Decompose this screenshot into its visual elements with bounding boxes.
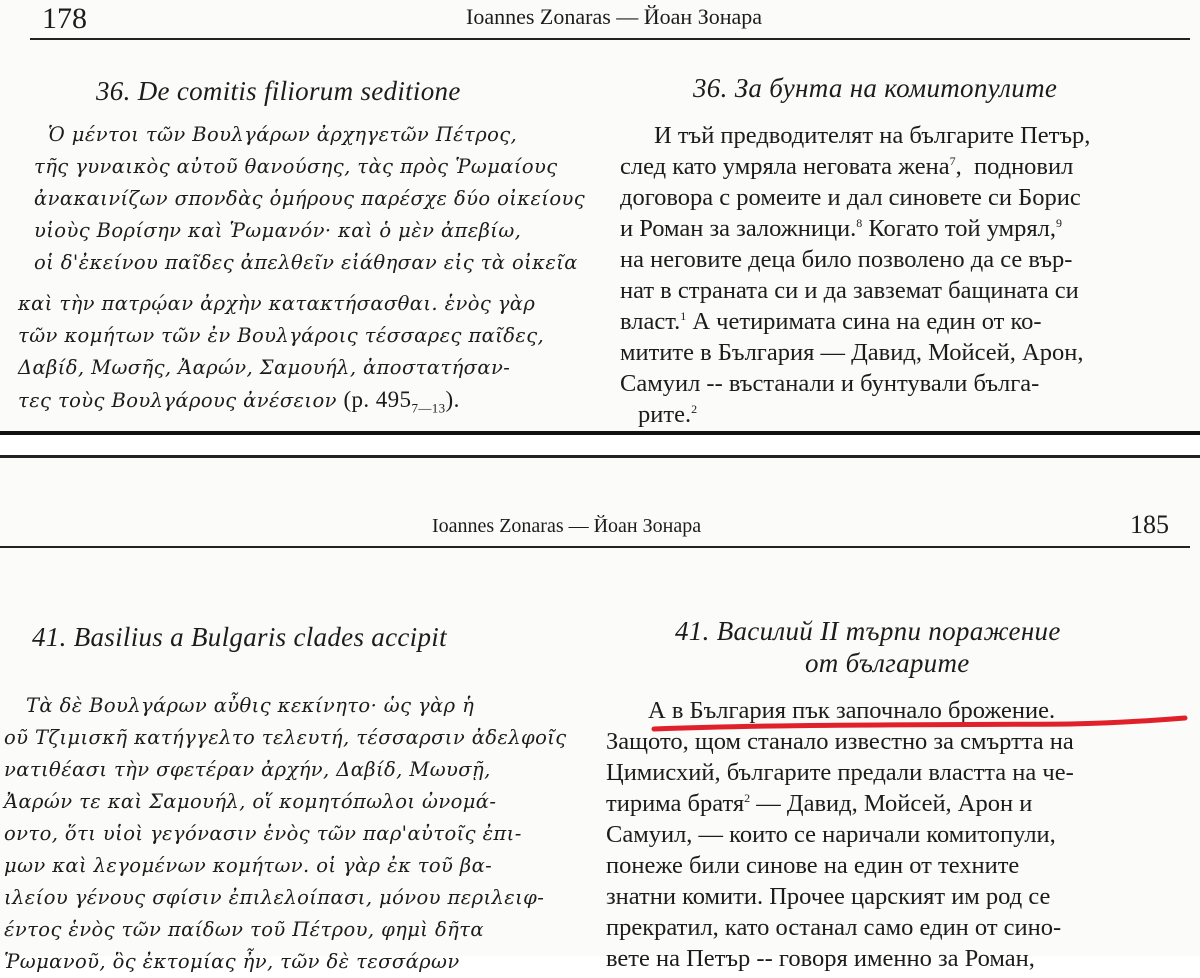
bulgarian-section-subtitle: от българите bbox=[805, 648, 970, 678]
greek-text-block bbox=[18, 288, 544, 416]
bottom-page bbox=[0, 455, 1200, 973]
greek-line: τῆς γυναικὸς αὐτοῦ θανούσης, τὰς πρὸς Ῥωμαίους bbox=[34, 155, 558, 178]
footnote-mark: 9 bbox=[1056, 215, 1063, 230]
bg-text: Когато той умрял, bbox=[868, 215, 1057, 242]
greek-line: μων καὶ λεγομένων κομήτων. οἱ γὰρ ἐκ τοῦ βα- bbox=[4, 854, 493, 877]
footnote-mark: 7 bbox=[949, 153, 956, 168]
bg-line bbox=[606, 757, 1074, 788]
footnote-mark: 2 bbox=[744, 790, 751, 805]
greek-line: υἱοὺς Βορίσην καὶ Ῥωμανόν· καὶ ὁ μὲν ἀπεβίω, bbox=[34, 219, 522, 242]
bg-text: нат в страната си и да завземат бащината си bbox=[620, 277, 1079, 304]
red-underline-annotation bbox=[640, 712, 1200, 742]
bg-text: власт. bbox=[620, 308, 681, 335]
bg-text: понеже били синове на един от техните bbox=[606, 852, 1020, 879]
bg-text: Цимисхий, българите предали властта на че- bbox=[606, 759, 1074, 786]
bg-text: Самуил -- въстанали и бунтували бълга- bbox=[620, 370, 1040, 397]
greek-line bbox=[18, 384, 544, 416]
bg-line bbox=[620, 368, 1090, 399]
bg-text: на неговите деца било позволено да се вър- bbox=[620, 246, 1073, 273]
bulgarian-section-title: 41. Василий II търпи поражение bbox=[675, 616, 1061, 646]
greek-line: οῦ Τζιμισκῆ κατήγγελτο τελευτή, τέσσαρσιν ἀδελφοῖς bbox=[4, 726, 567, 749]
bg-text: подновил bbox=[973, 153, 1074, 180]
bg-line bbox=[606, 881, 1074, 912]
bg-line bbox=[620, 337, 1090, 368]
bg-line: след като умряла неговата жена$^7$, подновил bbox=[620, 153, 1074, 180]
bg-text: рите. bbox=[638, 401, 692, 428]
footnote-mark: 8 bbox=[856, 215, 863, 230]
bg-text: договора с ромеите и дал синовете си Борис bbox=[620, 184, 1081, 211]
bg-text: митите в България — Давид, Мойсей, Арон, bbox=[620, 339, 1084, 366]
greek-line: νατιθέασι τὴν σφετέραν ἀρχήν, Δαβίδ, Μωυσῇ, bbox=[4, 758, 491, 781]
greek-line: Δαβίδ, Μωσῆς, Ἀαρών, Σαμουήλ, ἀποστατήσαν- bbox=[18, 356, 511, 379]
greek-text-block bbox=[34, 119, 585, 279]
ref-text: (p. 495 bbox=[343, 387, 412, 412]
header-rule bbox=[30, 38, 1190, 40]
greek-text-block bbox=[4, 690, 567, 978]
greek-line: Τὰ δὲ Βουλγάρων αὖθις κεκίνητο· ὡς γὰρ ἡ bbox=[26, 694, 475, 717]
ref-end: ). bbox=[445, 387, 460, 412]
greek-line: Ὁ μέντοι τῶν Βουλγάρων ἀρχηγετῶν Πέτρος, bbox=[48, 123, 518, 146]
footnote-mark: 1 bbox=[680, 308, 687, 323]
greek-line: Ἀαρών τε καὶ Σαμουήλ, οἵ κομητόπωλοι ὠνομά- bbox=[4, 790, 497, 813]
bg-text: Самуил, — които се наричали комитопули, bbox=[606, 821, 1056, 848]
bg-text: Защото, щом станало известно за смъртта на bbox=[606, 728, 1074, 755]
page-number: 178 bbox=[42, 2, 87, 35]
running-head: Ioannes Zonaras — Йоан Зонара bbox=[466, 4, 763, 29]
bg-line bbox=[606, 788, 1074, 819]
bg-line bbox=[620, 182, 1090, 213]
bg-text: след като умряла неговата жена bbox=[620, 153, 950, 180]
bg-line bbox=[620, 399, 1090, 430]
footnote-mark: 2 bbox=[691, 401, 698, 416]
bg-text: и Роман за заложници. bbox=[620, 215, 857, 242]
greek-line: ιλείου γένους σφίσιν ἐπιλελοίπασι, μόνου περιλειφ- bbox=[4, 886, 545, 909]
bg-text: тирима братя bbox=[606, 790, 745, 817]
greek-line: οἱ δ'ἐκείνου παῖδες ἀπελθεῖν εἰάθησαν εἰς τὰ οἰκεῖα bbox=[34, 251, 578, 274]
latin-section-title: 41. Basilius a Bulgaris clades accipit bbox=[32, 622, 447, 652]
ref-subscript: 7—13 bbox=[411, 400, 446, 416]
bg-text: — Давид, Мойсей, Арон и bbox=[756, 790, 1033, 817]
greek-line: Ῥωμανοῦ, ὃς ἐκτομίας ἦν, τῶν δὲ τεσσάρων bbox=[4, 950, 460, 973]
top-page bbox=[0, 0, 1200, 435]
bg-text: вете на Петър -- говоря именно за Роман, bbox=[606, 945, 1035, 972]
page-reference bbox=[343, 387, 460, 416]
bg-line bbox=[620, 244, 1090, 275]
greek-line: ἀνακαινίζων σπονδὰς ὁμήρους παρέσχε δύο οἰκείους bbox=[34, 187, 586, 210]
greek-line: έντος ἑνὸς τῶν παίδων τοῦ Πέτρου, φημὶ δῆτα bbox=[4, 918, 484, 941]
bg-line bbox=[606, 912, 1074, 943]
bg-line bbox=[606, 819, 1074, 850]
greek-line: οντο, ὅτι υἱοὶ γεγόνασιν ἑνὸς τῶν παρ'αὐτοῖς ἐπι- bbox=[4, 822, 522, 845]
bg-text: И тъй предводителят на българите Петър, bbox=[654, 122, 1091, 149]
running-head: Ioannes Zonaras — Йоан Зонара bbox=[432, 515, 702, 537]
greek-text: τες τοὺς Βουλγάρους ἀνέσειον bbox=[18, 389, 337, 412]
page-number: 185 bbox=[1130, 510, 1169, 539]
header-rule bbox=[0, 546, 1190, 548]
bg-text: А четиримата сина на един от ко- bbox=[692, 308, 1042, 335]
bg-line bbox=[620, 275, 1090, 306]
bg-line bbox=[620, 120, 1090, 151]
bulgarian-text-block bbox=[620, 120, 1090, 430]
bg-line bbox=[606, 943, 1074, 974]
latin-section-title: 36. De comitis filiorum seditione bbox=[96, 76, 461, 106]
bg-text-highlighted: А в България пък започнало брожение. bbox=[648, 697, 1056, 724]
bg-line bbox=[606, 850, 1074, 881]
greek-line: καὶ τὴν πατρῴαν ἀρχὴν κατακτήσασθαι. ἑνὸς γὰρ bbox=[18, 292, 536, 315]
bg-text: прекратил, като останал само един от сино- bbox=[606, 914, 1062, 941]
bg-line bbox=[620, 306, 1090, 337]
greek-line: τῶν κομήτων τῶν ἐν Βουλγάροις τέσσαρες παῖδες, bbox=[18, 324, 545, 347]
bulgarian-section-title: 36. За бунта на комитопулите bbox=[693, 73, 1058, 103]
bg-line bbox=[620, 213, 1090, 244]
bg-text: знатни комити. Прочее царският им род се bbox=[606, 883, 1051, 910]
